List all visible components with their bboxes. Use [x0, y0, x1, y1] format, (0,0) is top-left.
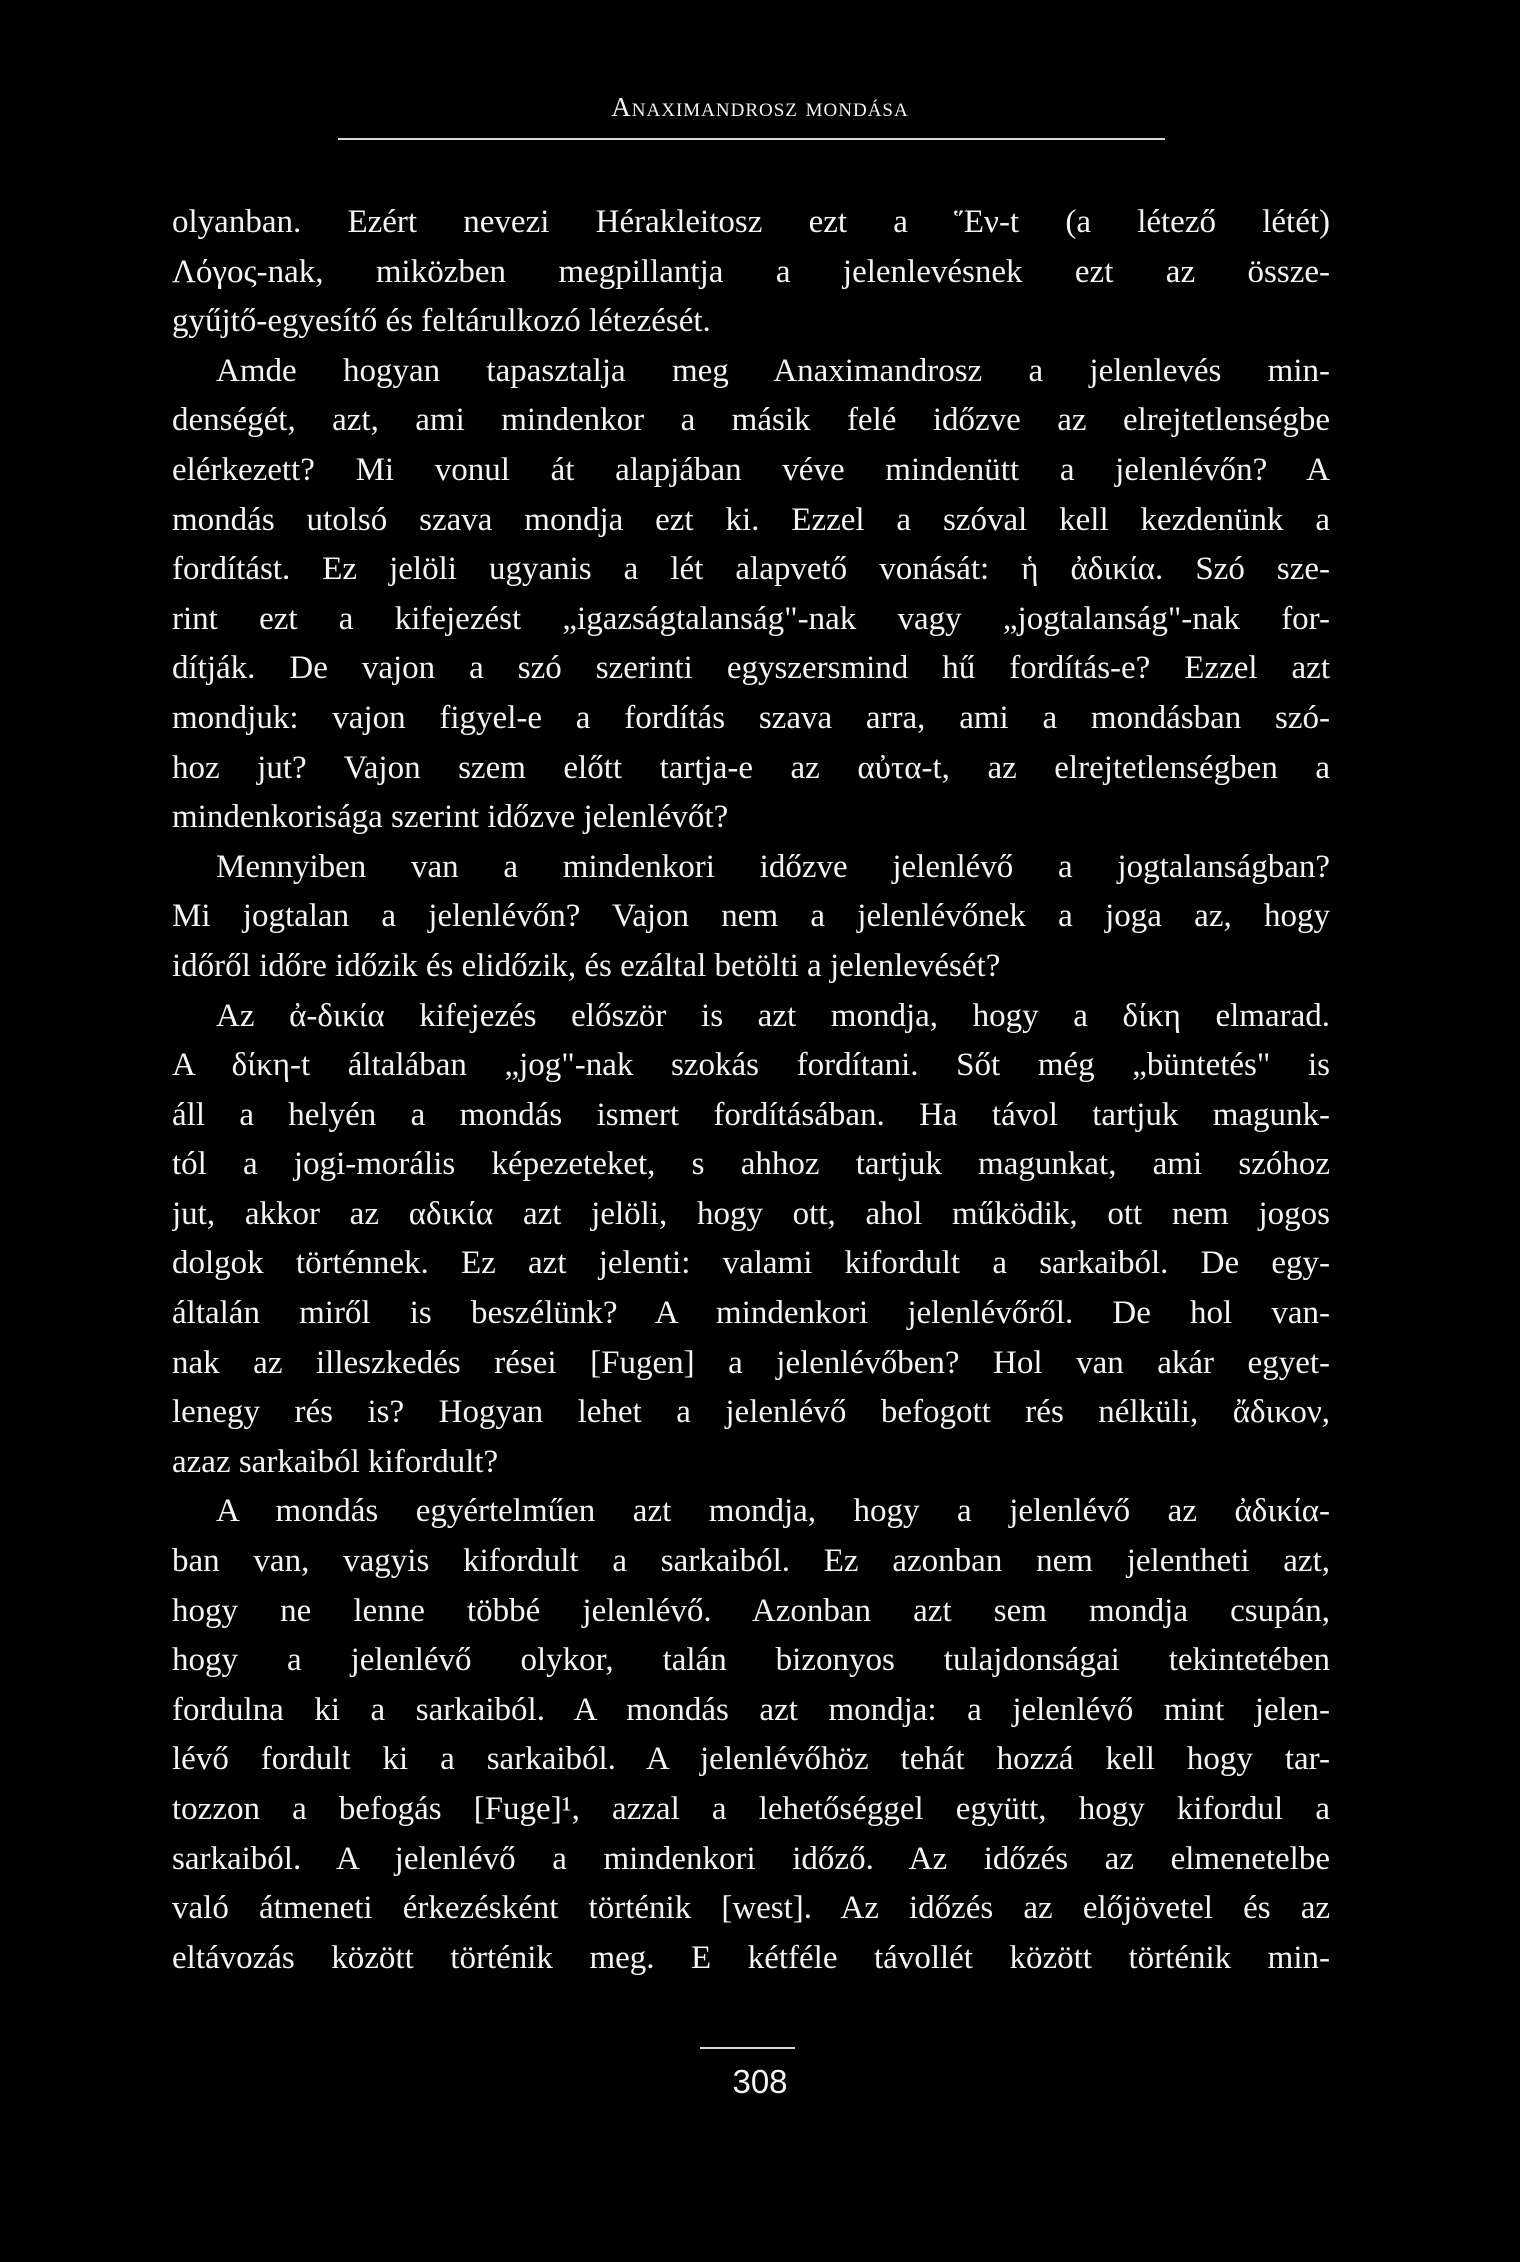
- text-line: mondás utolsó szava mondja ezt ki. Ezzel a szóval kell kezdenünk a: [172, 501, 1330, 538]
- text-line: denségét, azt, ami mindenkor a másik felé időzve az elrejtetlenségbe: [172, 402, 1330, 439]
- text-line: Mi jogtalan a jelenlévőn? Vajon nem a jelenlévőnek a joga az, hogy: [172, 898, 1330, 935]
- page-number: 308: [732, 2063, 788, 2100]
- footer-rule: [700, 2047, 795, 2049]
- header-rule: [338, 138, 1165, 140]
- text-line: sarkaiból. A jelenlévő a mindenkori időző. Az időzés az elmenetelbe: [172, 1840, 1330, 1877]
- text-line: dolgok történnek. Ez azt jelenti: valami kifordult a sarkaiból. De egy-: [172, 1245, 1330, 1282]
- text-line: A δίκη-t általában „jog"-nak szokás fordítani. Sőt még „büntetés" is: [172, 1047, 1330, 1084]
- text-line: hoz jut? Vajon szem előtt tartja-e az αὐτα-t, az elrejtetlenségben a: [172, 749, 1330, 786]
- text-line: hogy a jelenlévő olykor, talán bizonyos tulajdonságai tekintetében: [172, 1642, 1330, 1679]
- running-title: Anaximandrosz mondása: [611, 92, 909, 122]
- text-line: általán miről is beszélünk? A mindenkori jelenlévőről. De hol van-: [172, 1295, 1330, 1332]
- text-line: fordítást. Ez jelöli ugyanis a lét alapvető vonását: ἡ ἀδικία. Szó sze-: [172, 551, 1330, 588]
- body-text: [172, 198, 1330, 1983]
- text-line: lenegy rés is? Hogyan lehet a jelenlévő befogott rés nélküli, ἄδικον,: [172, 1394, 1330, 1431]
- text-line: jut, akkor az αδικία azt jelöli, hogy ott, ahol működik, ott nem jogos: [172, 1195, 1330, 1232]
- text-line: Az ἀ-δικία kifejezés először is azt mondja, hogy a δίκη elmarad.: [216, 997, 1330, 1034]
- text-line: Λόγος-nak, miközben megpillantja a jelenlevésnek ezt az össze-: [172, 253, 1330, 290]
- text-line: rint ezt a kifejezést „igazságtalanság"-nak vagy „jogtalanság"-nak for-: [172, 600, 1330, 637]
- text-line: tozzon a befogás [Fuge]¹, azzal a lehetőséggel együtt, hogy kifordul a: [172, 1791, 1330, 1827]
- text-line: olyanban. Ezért nevezi Hérakleitosz ezt a Ἕν-t (a létező létét): [172, 204, 1330, 240]
- text-line: hogy ne lenne többé jelenlévő. Azonban azt sem mondja csupán,: [172, 1592, 1330, 1629]
- text-line: elérkezett? Mi vonul át alapjában véve mindenütt a jelenlévőn? A: [172, 451, 1330, 488]
- text-line: nak az illeszkedés rései [Fugen] a jelenlévőben? Hol van akár egyet-: [172, 1344, 1330, 1381]
- text-line: gyűjtő-egyesítő és feltárulkozó létezését.: [172, 303, 711, 340]
- text-line: időről időre időzik és elidőzik, és ezáltal betölti a jelenlevését?: [172, 947, 1001, 984]
- text-line: fordulna ki a sarkaiból. A mondás azt mondja: a jelenlévő mint jelen-: [172, 1691, 1330, 1728]
- text-line: A mondás egyértelműen azt mondja, hogy a jelenlévő az ἀδικία-: [216, 1493, 1330, 1530]
- text-line: mindenkorisága szerint időzve jelenlévőt?: [172, 799, 729, 836]
- text-line: való átmeneti érkezésként történik [west]. Az időzés az előjövetel és az: [172, 1890, 1330, 1927]
- text-line: tól a jogi-morális képezeteket, s ahhoz tartjuk magunkat, ami szóhoz: [172, 1146, 1330, 1183]
- text-line: lévő fordult ki a sarkaiból. A jelenlévőhöz tehát hozzá kell hogy tar-: [172, 1741, 1330, 1778]
- text-line: mondjuk: vajon figyel-e a fordítás szava arra, ami a mondásban szó-: [172, 699, 1330, 736]
- text-line: eltávozás között történik meg. E kétféle távollét között történik min-: [172, 1939, 1330, 1976]
- text-line: ban van, vagyis kifordult a sarkaiból. Ez azonban nem jelentheti azt,: [172, 1543, 1330, 1580]
- text-line: dítják. De vajon a szó szerinti egyszersmind hű fordítás-e? Ezzel azt: [172, 650, 1330, 687]
- text-line: Mennyiben van a mindenkori időzve jelenlévő a jogtalanságban?: [216, 848, 1330, 885]
- text-line: áll a helyén a mondás ismert fordításában. Ha távol tartjuk magunk-: [172, 1096, 1330, 1133]
- text-line: azaz sarkaiból kifordult?: [172, 1443, 499, 1480]
- text-line: Amde hogyan tapasztalja meg Anaximandrosz a jelenlevés min-: [216, 352, 1330, 389]
